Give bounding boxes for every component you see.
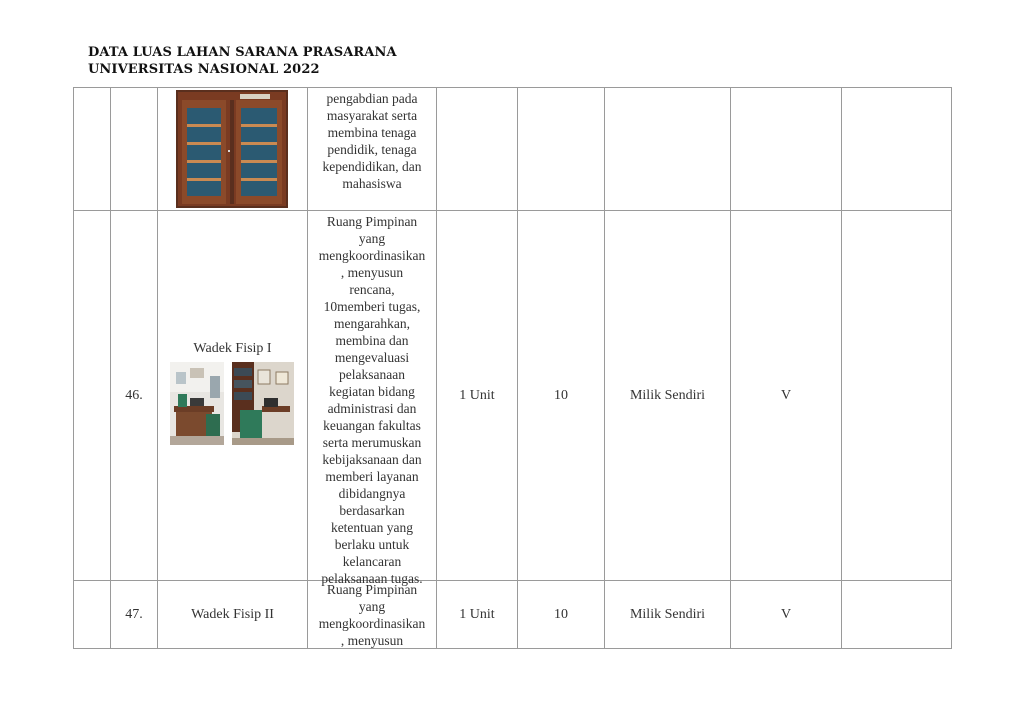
description-line: rencana, [349,282,395,297]
description-line: pelaksanaan tugas. [321,571,423,586]
description-line: Ruang Pimpinan [326,582,418,597]
description-line: Ruang Pimpinan [326,214,418,229]
table-border-bottom [73,648,952,649]
description-line: kebijaksanaan dan [322,452,422,467]
description-line: pengabdian pada [326,91,418,106]
description-line: membina tenaga [327,125,417,140]
condition-check: V [780,388,792,403]
column-divider [951,87,952,649]
row-number: 46. [125,388,143,403]
column-divider [841,87,842,649]
row-number: 47. [125,607,143,622]
office-photo-1 [170,362,224,445]
column-divider [73,87,74,649]
facility-description [309,213,435,587]
description-line: memberi layanan [325,469,419,484]
description-line: keuangan fakultas [323,418,421,433]
area-size: 10 [554,388,568,403]
description-line: pendidik, tenaga [327,142,417,157]
description-line: kegiatan bidang [329,384,415,399]
description-line: administrasi dan [327,401,417,416]
description-line: masyarakat serta [326,108,418,123]
description-line: membina dan [335,333,409,348]
heading-line-2: UNIVERSITAS NASIONAL 2022 [88,62,320,77]
description-line: berdasarkan [339,503,405,518]
description-line: 10memberi tugas, [323,299,421,314]
column-divider [157,87,158,649]
condition-check: V [780,607,792,622]
heading-line-1: DATA LUAS LAHAN SARANA PRASARANA [88,45,397,60]
facility-name: Wadek Fisip I [193,340,272,356]
description-line: berlaku untuk [334,537,410,552]
description-line: kependidikan, dan [322,159,422,174]
facility-description [309,90,435,192]
description-line: mengarahkan, [333,316,411,331]
description-line: , menyusun [340,633,404,648]
description-line: pelaksanaan [339,367,405,382]
column-divider [307,87,308,649]
description-line: kelancaran [342,554,402,569]
door-photo [176,90,288,208]
description-line: , menyusun [340,265,404,280]
document-heading [88,44,397,78]
description-line: mahasiswa [342,176,402,191]
description-line: mengkoordinasikan [318,248,426,263]
description-line: serta merumuskan [322,435,422,450]
ownership-status: Milik Sendiri [629,607,706,622]
description-line: ketentuan yang [330,520,414,535]
table-border-top [73,87,952,88]
ownership-status: Milik Sendiri [629,388,706,403]
quantity: 1 Unit [459,388,495,403]
description-line: mengevaluasi [334,350,410,365]
facility-table [73,87,952,649]
description-line: dibidangnya [338,486,406,501]
office-photo-2 [232,362,294,445]
description-line: yang [358,231,386,246]
facility-description [309,581,435,649]
description-line: mengkoordinasikan [318,616,426,631]
facility-name: Wadek Fisip II [191,607,274,622]
area-size: 10 [554,607,568,622]
description-line: yang [358,599,386,614]
quantity: 1 Unit [459,607,495,622]
